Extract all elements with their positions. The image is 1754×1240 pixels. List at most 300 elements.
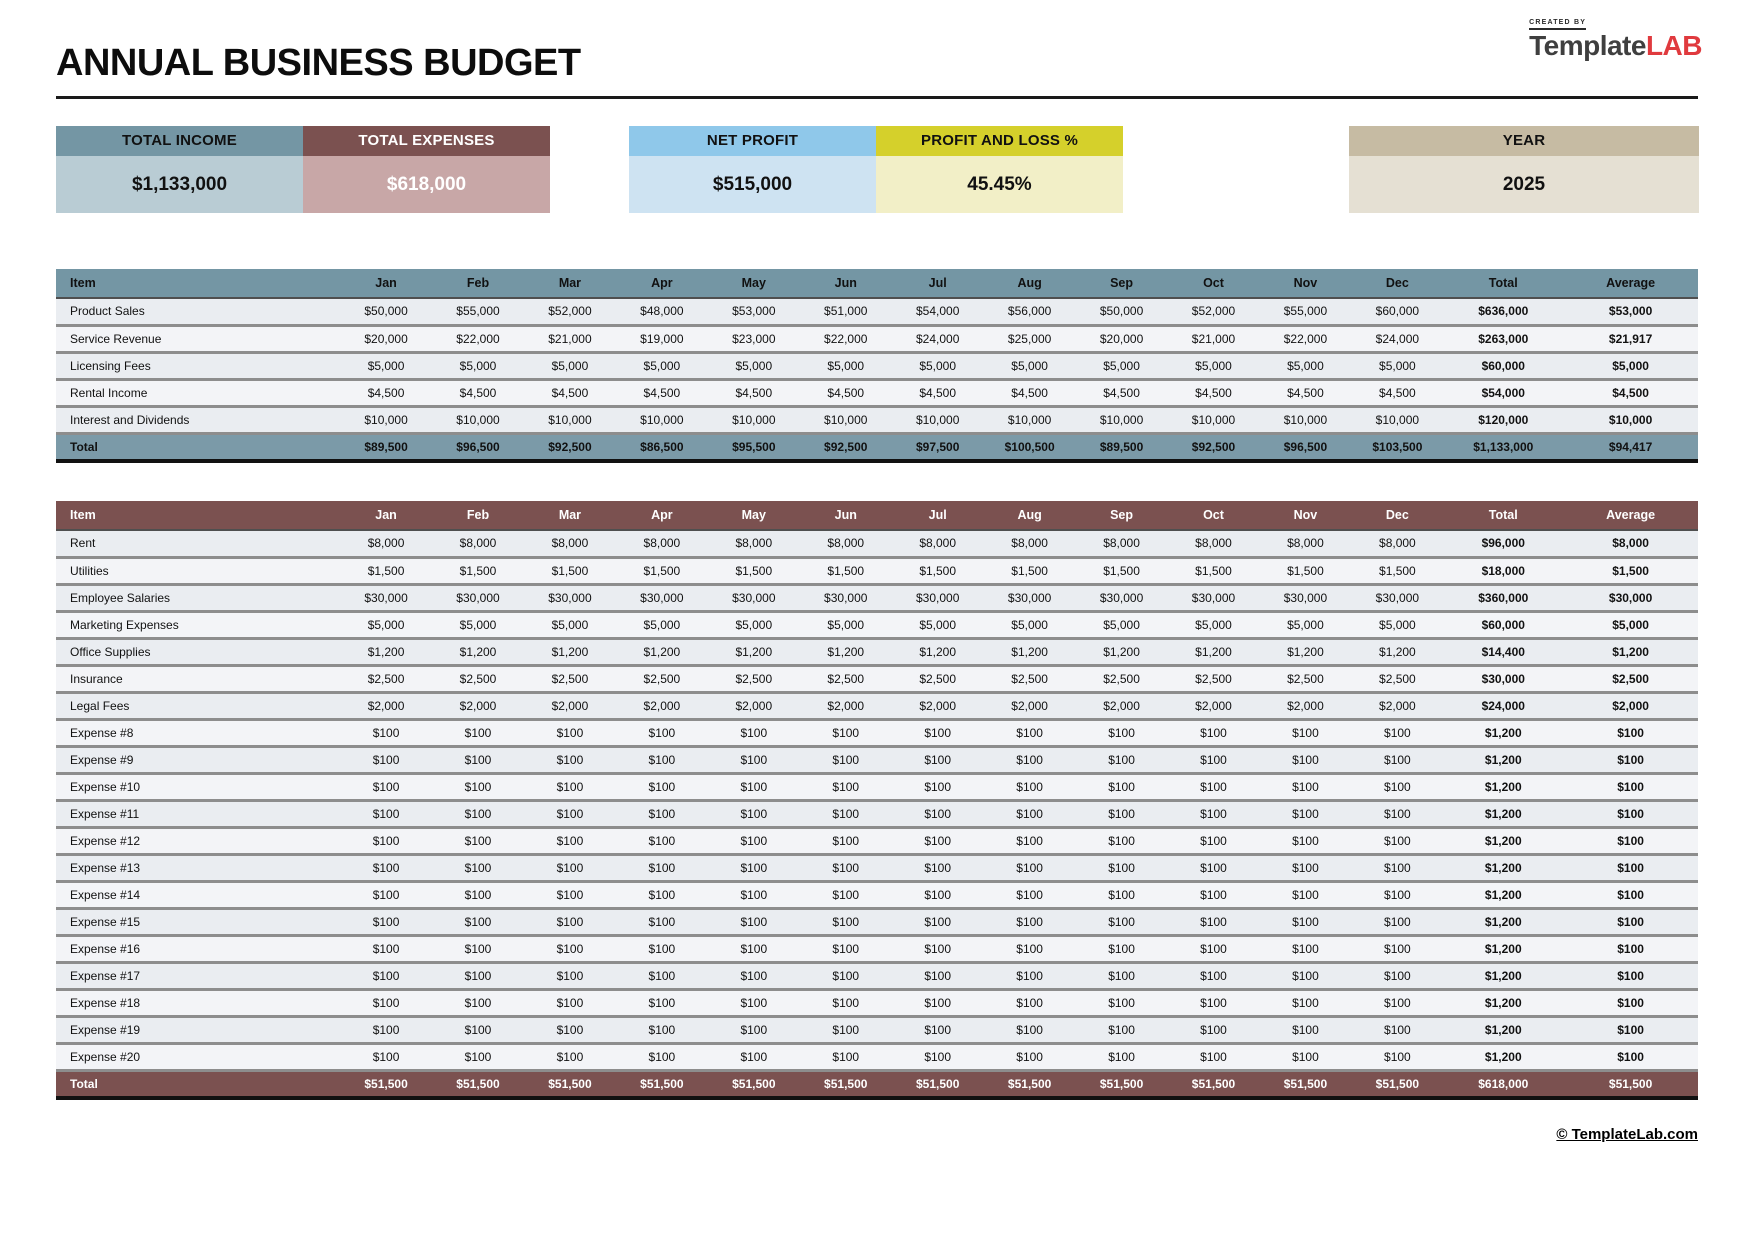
value-cell: $360,000 [1443,584,1563,611]
value-cell: $23,000 [708,325,800,352]
value-cell: $100 [1168,800,1260,827]
value-cell: $100 [1563,1043,1698,1070]
value-cell: $5,000 [340,352,432,379]
value-cell: $60,000 [1443,611,1563,638]
summary-cards [56,126,1698,213]
value-cell: $100 [1076,854,1168,881]
value-cell: $100 [1351,1043,1443,1070]
value-cell: $100 [616,989,708,1016]
value-cell: $100 [432,773,524,800]
value-cell: $100 [1168,773,1260,800]
table-row [56,557,1698,584]
value-cell: $30,000 [1563,584,1698,611]
value-cell: $5,000 [1076,611,1168,638]
total-cell: $51,500 [432,1070,524,1098]
total-cell: $95,500 [708,433,800,461]
value-cell: $5,000 [1259,352,1351,379]
value-cell: $1,500 [616,557,708,584]
item-cell: Expense #8 [56,719,340,746]
column-header: Item [56,269,340,298]
value-cell: $2,000 [524,692,616,719]
value-cell: $100 [708,881,800,908]
value-cell: $10,000 [1259,406,1351,433]
value-cell: $2,500 [432,665,524,692]
value-cell: $100 [524,908,616,935]
table-row [56,692,1698,719]
value-cell: $100 [524,773,616,800]
value-cell: $2,000 [432,692,524,719]
item-cell: Expense #11 [56,800,340,827]
value-cell: $2,000 [1563,692,1698,719]
total-cell: $51,500 [708,1070,800,1098]
value-cell: $2,500 [1168,665,1260,692]
item-cell: Marketing Expenses [56,611,340,638]
column-header: Jun [800,501,892,530]
year-label: YEAR [1349,126,1699,156]
value-cell: $5,000 [800,352,892,379]
total-cell: $51,500 [524,1070,616,1098]
total-income-value: $1,133,000 [56,156,303,213]
value-cell: $100 [340,719,432,746]
value-cell: $2,500 [340,665,432,692]
templatelab-logo[interactable] [1529,12,1702,60]
value-cell: $2,500 [1259,665,1351,692]
value-cell: $100 [1168,935,1260,962]
value-cell: $30,000 [1168,584,1260,611]
value-cell: $100 [1351,773,1443,800]
value-cell: $1,500 [432,557,524,584]
item-cell: Utilities [56,557,340,584]
total-cell: $51,500 [1259,1070,1351,1098]
total-cell: $92,500 [1168,433,1260,461]
value-cell: $100 [340,773,432,800]
value-cell: $1,200 [1168,638,1260,665]
value-cell: $100 [432,908,524,935]
total-cell: $89,500 [340,433,432,461]
value-cell: $100 [984,746,1076,773]
value-cell: $100 [984,854,1076,881]
value-cell: $20,000 [1076,325,1168,352]
total-cell: $51,500 [616,1070,708,1098]
value-cell: $1,200 [1563,638,1698,665]
column-header: Aug [984,269,1076,298]
value-cell: $5,000 [984,352,1076,379]
value-cell: $100 [1259,1016,1351,1043]
value-cell: $2,500 [800,665,892,692]
value-cell: $100 [616,962,708,989]
value-cell: $100 [1168,746,1260,773]
value-cell: $100 [800,881,892,908]
value-cell: $52,000 [524,298,616,325]
value-cell: $96,000 [1443,530,1563,557]
value-cell: $54,000 [892,298,984,325]
value-cell: $30,000 [800,584,892,611]
value-cell: $54,000 [1443,379,1563,406]
table-row [56,746,1698,773]
column-header: Jul [892,269,984,298]
value-cell: $100 [1351,746,1443,773]
value-cell: $100 [524,962,616,989]
column-header: Mar [524,501,616,530]
created-by-label: CREATED BY [1529,19,1586,30]
value-cell: $100 [616,827,708,854]
total-income-card [56,126,303,213]
value-cell: $100 [1259,935,1351,962]
value-cell: $5,000 [432,352,524,379]
value-cell: $100 [1563,962,1698,989]
value-cell: $100 [984,935,1076,962]
value-cell: $1,200 [616,638,708,665]
value-cell: $100 [708,800,800,827]
table-row [56,665,1698,692]
value-cell: $100 [524,719,616,746]
table-row [56,962,1698,989]
value-cell: $100 [708,1016,800,1043]
value-cell: $100 [892,1043,984,1070]
total-cell: $100,500 [984,433,1076,461]
value-cell: $100 [800,854,892,881]
value-cell: $5,000 [892,352,984,379]
column-header: Dec [1351,269,1443,298]
value-cell: $53,000 [708,298,800,325]
value-cell: $100 [984,908,1076,935]
value-cell: $100 [984,800,1076,827]
value-cell: $2,000 [984,692,1076,719]
value-cell: $100 [1076,962,1168,989]
value-cell: $1,500 [800,557,892,584]
column-header: Jan [340,501,432,530]
value-cell: $100 [1563,719,1698,746]
value-cell: $4,500 [616,379,708,406]
value-cell: $100 [432,1043,524,1070]
value-cell: $2,000 [892,692,984,719]
value-cell: $100 [524,881,616,908]
value-cell: $10,000 [1563,406,1698,433]
value-cell: $100 [1563,935,1698,962]
value-cell: $1,200 [708,638,800,665]
value-cell: $1,200 [800,638,892,665]
value-cell: $4,500 [1563,379,1698,406]
value-cell: $100 [1168,908,1260,935]
value-cell: $100 [1076,881,1168,908]
value-cell: $10,000 [708,406,800,433]
value-cell: $48,000 [616,298,708,325]
value-cell: $100 [1259,881,1351,908]
net-profit-value: $515,000 [629,156,876,213]
value-cell: $5,000 [1168,352,1260,379]
value-cell: $100 [1168,881,1260,908]
value-cell: $5,000 [1168,611,1260,638]
column-header: May [708,269,800,298]
total-cell: $89,500 [1076,433,1168,461]
table-row [56,719,1698,746]
table-row [56,1016,1698,1043]
item-cell: Service Revenue [56,325,340,352]
total-cell: $96,500 [432,433,524,461]
value-cell: $100 [800,773,892,800]
item-cell: Expense #16 [56,935,340,962]
value-cell: $100 [524,854,616,881]
value-cell: $100 [340,854,432,881]
value-cell: $1,200 [1443,746,1563,773]
value-cell: $100 [1168,854,1260,881]
value-cell: $1,200 [1443,1043,1563,1070]
value-cell: $100 [892,1016,984,1043]
table-row [56,298,1698,325]
value-cell: $2,000 [616,692,708,719]
value-cell: $60,000 [1351,298,1443,325]
value-cell: $1,200 [984,638,1076,665]
value-cell: $100 [1351,719,1443,746]
value-cell: $100 [616,1016,708,1043]
column-header: Jul [892,501,984,530]
templatelab-footer-link[interactable]: © TemplateLab.com [1556,1126,1698,1143]
value-cell: $30,000 [616,584,708,611]
title-divider [56,96,1698,99]
value-cell: $21,000 [524,325,616,352]
value-cell: $8,000 [616,530,708,557]
value-cell: $1,200 [1259,638,1351,665]
value-cell: $100 [1168,827,1260,854]
value-cell: $100 [1168,1016,1260,1043]
total-cell: $51,500 [1563,1070,1698,1098]
value-cell: $8,000 [432,530,524,557]
value-cell: $22,000 [800,325,892,352]
total-cell: $51,500 [1351,1070,1443,1098]
value-cell: $22,000 [432,325,524,352]
value-cell: $100 [1076,773,1168,800]
value-cell: $2,500 [1076,665,1168,692]
value-cell: $4,500 [892,379,984,406]
value-cell: $100 [708,719,800,746]
value-cell: $1,500 [1168,557,1260,584]
value-cell: $60,000 [1443,352,1563,379]
value-cell: $100 [800,800,892,827]
value-cell: $100 [984,1016,1076,1043]
value-cell: $100 [616,746,708,773]
value-cell: $5,000 [892,611,984,638]
value-cell: $2,000 [800,692,892,719]
table-row [56,379,1698,406]
value-cell: $5,000 [340,611,432,638]
value-cell: $1,200 [1443,827,1563,854]
table-row [56,352,1698,379]
value-cell: $100 [984,989,1076,1016]
table-row [56,827,1698,854]
column-header: Sep [1076,501,1168,530]
value-cell: $100 [800,908,892,935]
value-cell: $100 [1563,827,1698,854]
item-cell: Expense #20 [56,1043,340,1070]
value-cell: $100 [432,989,524,1016]
total-cell: $92,500 [524,433,616,461]
value-cell: $18,000 [1443,557,1563,584]
table-row [56,881,1698,908]
value-cell: $100 [1563,773,1698,800]
value-cell: $4,500 [340,379,432,406]
value-cell: $1,200 [432,638,524,665]
item-cell: Expense #14 [56,881,340,908]
table-row [56,406,1698,433]
item-cell: Insurance [56,665,340,692]
value-cell: $100 [708,1043,800,1070]
value-cell: $10,000 [1076,406,1168,433]
column-header: May [708,501,800,530]
value-cell: $10,000 [524,406,616,433]
value-cell: $100 [1076,989,1168,1016]
value-cell: $10,000 [616,406,708,433]
value-cell: $5,000 [1563,352,1698,379]
value-cell: $5,000 [708,611,800,638]
value-cell: $4,500 [1259,379,1351,406]
value-cell: $1,500 [1563,557,1698,584]
column-header: Apr [616,501,708,530]
value-cell: $100 [1351,1016,1443,1043]
item-cell: Legal Fees [56,692,340,719]
value-cell: $30,000 [984,584,1076,611]
value-cell: $100 [1351,854,1443,881]
table-row [56,638,1698,665]
value-cell: $10,000 [340,406,432,433]
page-title: ANNUAL BUSINESS BUDGET [56,42,581,84]
value-cell: $30,000 [1351,584,1443,611]
value-cell: $100 [800,1016,892,1043]
value-cell: $100 [892,962,984,989]
value-cell: $120,000 [1443,406,1563,433]
value-cell: $100 [1351,935,1443,962]
column-header: Aug [984,501,1076,530]
item-cell: Expense #10 [56,773,340,800]
value-cell: $5,000 [984,611,1076,638]
column-header: Feb [432,269,524,298]
value-cell: $100 [616,935,708,962]
value-cell: $53,000 [1563,298,1698,325]
value-cell: $100 [892,800,984,827]
value-cell: $2,000 [1351,692,1443,719]
total-cell: Total [56,433,340,461]
value-cell: $100 [892,908,984,935]
value-cell: $55,000 [1259,298,1351,325]
value-cell: $2,000 [708,692,800,719]
value-cell: $100 [984,881,1076,908]
value-cell: $636,000 [1443,298,1563,325]
item-cell: Expense #13 [56,854,340,881]
total-row [56,1070,1698,1098]
value-cell: $10,000 [892,406,984,433]
value-cell: $30,000 [524,584,616,611]
column-header: Total [1443,269,1563,298]
value-cell: $5,000 [1351,611,1443,638]
value-cell: $8,000 [892,530,984,557]
value-cell: $2,000 [1076,692,1168,719]
value-cell: $1,200 [1351,638,1443,665]
value-cell: $4,500 [1351,379,1443,406]
total-cell: $618,000 [1443,1070,1563,1098]
value-cell: $5,000 [616,611,708,638]
value-cell: $24,000 [892,325,984,352]
value-cell: $24,000 [1443,692,1563,719]
total-row [56,433,1698,461]
value-cell: $100 [616,881,708,908]
value-cell: $100 [1351,989,1443,1016]
value-cell: $100 [1168,989,1260,1016]
total-cell: $86,500 [616,433,708,461]
total-cell: $51,500 [340,1070,432,1098]
value-cell: $5,000 [1563,611,1698,638]
column-header: Nov [1259,501,1351,530]
value-cell: $100 [708,827,800,854]
value-cell: $2,500 [892,665,984,692]
year-card [1349,126,1699,213]
value-cell: $100 [1076,1016,1168,1043]
value-cell: $100 [432,800,524,827]
value-cell: $100 [340,881,432,908]
value-cell: $2,500 [708,665,800,692]
table-row [56,584,1698,611]
column-header: Average [1563,501,1698,530]
value-cell: $1,500 [984,557,1076,584]
value-cell: $1,500 [1259,557,1351,584]
total-expenses-value: $618,000 [303,156,550,213]
value-cell: $30,000 [1443,665,1563,692]
value-cell: $55,000 [432,298,524,325]
value-cell: $100 [524,1043,616,1070]
value-cell: $4,500 [1076,379,1168,406]
value-cell: $51,000 [800,298,892,325]
value-cell: $21,000 [1168,325,1260,352]
value-cell: $100 [1351,908,1443,935]
value-cell: $100 [892,854,984,881]
profit-loss-label: PROFIT AND LOSS % [876,126,1123,156]
item-cell: Expense #19 [56,1016,340,1043]
value-cell: $100 [1168,1043,1260,1070]
value-cell: $100 [524,935,616,962]
value-cell: $100 [340,908,432,935]
value-cell: $1,200 [1443,800,1563,827]
value-cell: $100 [800,962,892,989]
value-cell: $30,000 [340,584,432,611]
item-cell: Expense #12 [56,827,340,854]
value-cell: $2,000 [340,692,432,719]
value-cell: $30,000 [892,584,984,611]
value-cell: $24,000 [1351,325,1443,352]
brand-lab-text: LAB [1645,30,1702,61]
value-cell: $1,200 [1443,989,1563,1016]
value-cell: $21,917 [1563,325,1698,352]
value-cell: $100 [432,827,524,854]
value-cell: $100 [892,935,984,962]
value-cell: $100 [524,989,616,1016]
value-cell: $5,000 [708,352,800,379]
value-cell: $100 [432,935,524,962]
value-cell: $25,000 [984,325,1076,352]
value-cell: $8,000 [1563,530,1698,557]
total-expenses-label: TOTAL EXPENSES [303,126,550,156]
value-cell: $100 [1076,935,1168,962]
value-cell: $100 [984,773,1076,800]
value-cell: $100 [1563,908,1698,935]
value-cell: $100 [1076,746,1168,773]
value-cell: $5,000 [1351,352,1443,379]
value-cell: $100 [340,1016,432,1043]
total-cell: $103,500 [1351,433,1443,461]
value-cell: $1,200 [1443,719,1563,746]
value-cell: $100 [340,746,432,773]
value-cell: $10,000 [1351,406,1443,433]
value-cell: $100 [524,800,616,827]
value-cell: $100 [1168,962,1260,989]
profit-loss-value: 45.45% [876,156,1123,213]
